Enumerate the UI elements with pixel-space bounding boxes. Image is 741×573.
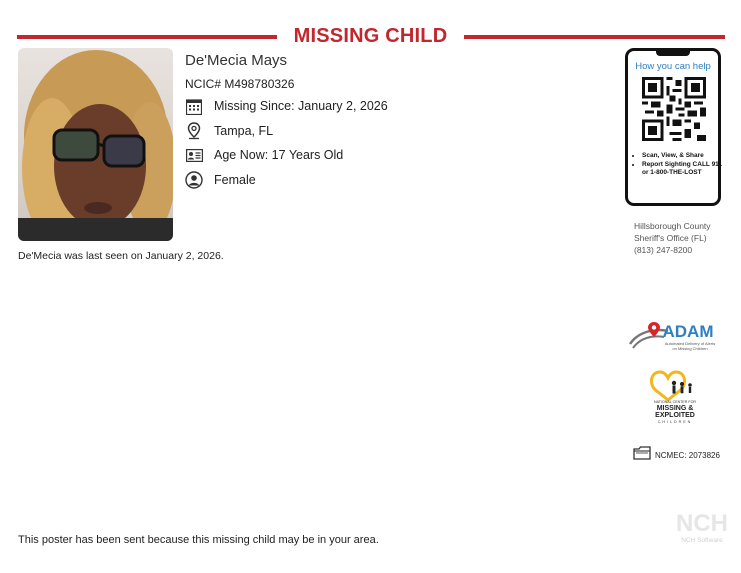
ncmec-id-row xyxy=(633,446,720,465)
ncmec-logo xyxy=(646,368,704,430)
nch-watermark-sub: NCH Software xyxy=(681,537,723,544)
adam-subtitle: on Missing Children xyxy=(672,346,708,351)
agency-phone[interactable]: (813) 247-8200 xyxy=(634,245,693,255)
nch-watermark xyxy=(672,505,732,545)
child-name: De'Mecia Mays xyxy=(185,52,288,69)
sex-text: Female xyxy=(214,173,256,187)
adam-logo xyxy=(628,318,720,356)
help-item: • Scan, View, & Share xyxy=(642,152,726,160)
missing-since-row xyxy=(185,96,388,116)
person-icon xyxy=(185,171,203,189)
phone-notch xyxy=(656,50,690,56)
nch-watermark-text: NCH xyxy=(676,510,728,537)
ncic-number: NCIC# M498780326 xyxy=(185,77,295,91)
poster-title: MISSING CHILD xyxy=(293,25,448,47)
ncmec-logo-line: MISSING & xyxy=(656,405,694,412)
adam-title: ADAM xyxy=(662,322,714,341)
calendar-icon xyxy=(185,97,203,115)
how-you-can-help-card xyxy=(625,48,721,206)
child-photo xyxy=(18,48,173,241)
help-card-list xyxy=(632,152,726,178)
agency-contact xyxy=(634,220,711,256)
qr-code[interactable] xyxy=(642,77,706,141)
ncmec-logo-line: CHILDREN xyxy=(657,420,693,424)
location-pin-icon xyxy=(185,122,203,140)
folder-icon xyxy=(633,446,651,465)
last-seen-text: De'Mecia was last seen on January 2, 2026. xyxy=(18,250,224,262)
adam-subtitle: Automated Delivery of Alerts xyxy=(664,341,716,346)
help-item: • Report Sighting CALL 911 or 1-800-THE-LOST xyxy=(642,161,726,177)
id-card-icon xyxy=(185,146,203,164)
help-card-title: How you can help xyxy=(635,61,711,72)
agency-name-line2: Sheriff's Office (FL) xyxy=(634,233,707,243)
age-text: Age Now: 17 Years Old xyxy=(214,148,344,162)
location-row xyxy=(185,121,273,141)
location-text: Tampa, FL xyxy=(214,124,274,138)
ncmec-logo-line: NATIONAL CENTER FOR xyxy=(654,400,696,404)
ncmec-id: NCMEC: 2073826 xyxy=(655,451,720,460)
agency-name-line1: Hillsborough County xyxy=(634,221,711,231)
age-row xyxy=(185,145,343,165)
ncmec-logo-line: EXPLOITED xyxy=(655,412,695,419)
missing-since-text: Missing Since: January 2, 2026 xyxy=(214,99,388,113)
footer-note: This poster has been sent because this missing child may be in your area. xyxy=(18,534,379,546)
sex-row xyxy=(185,170,256,190)
